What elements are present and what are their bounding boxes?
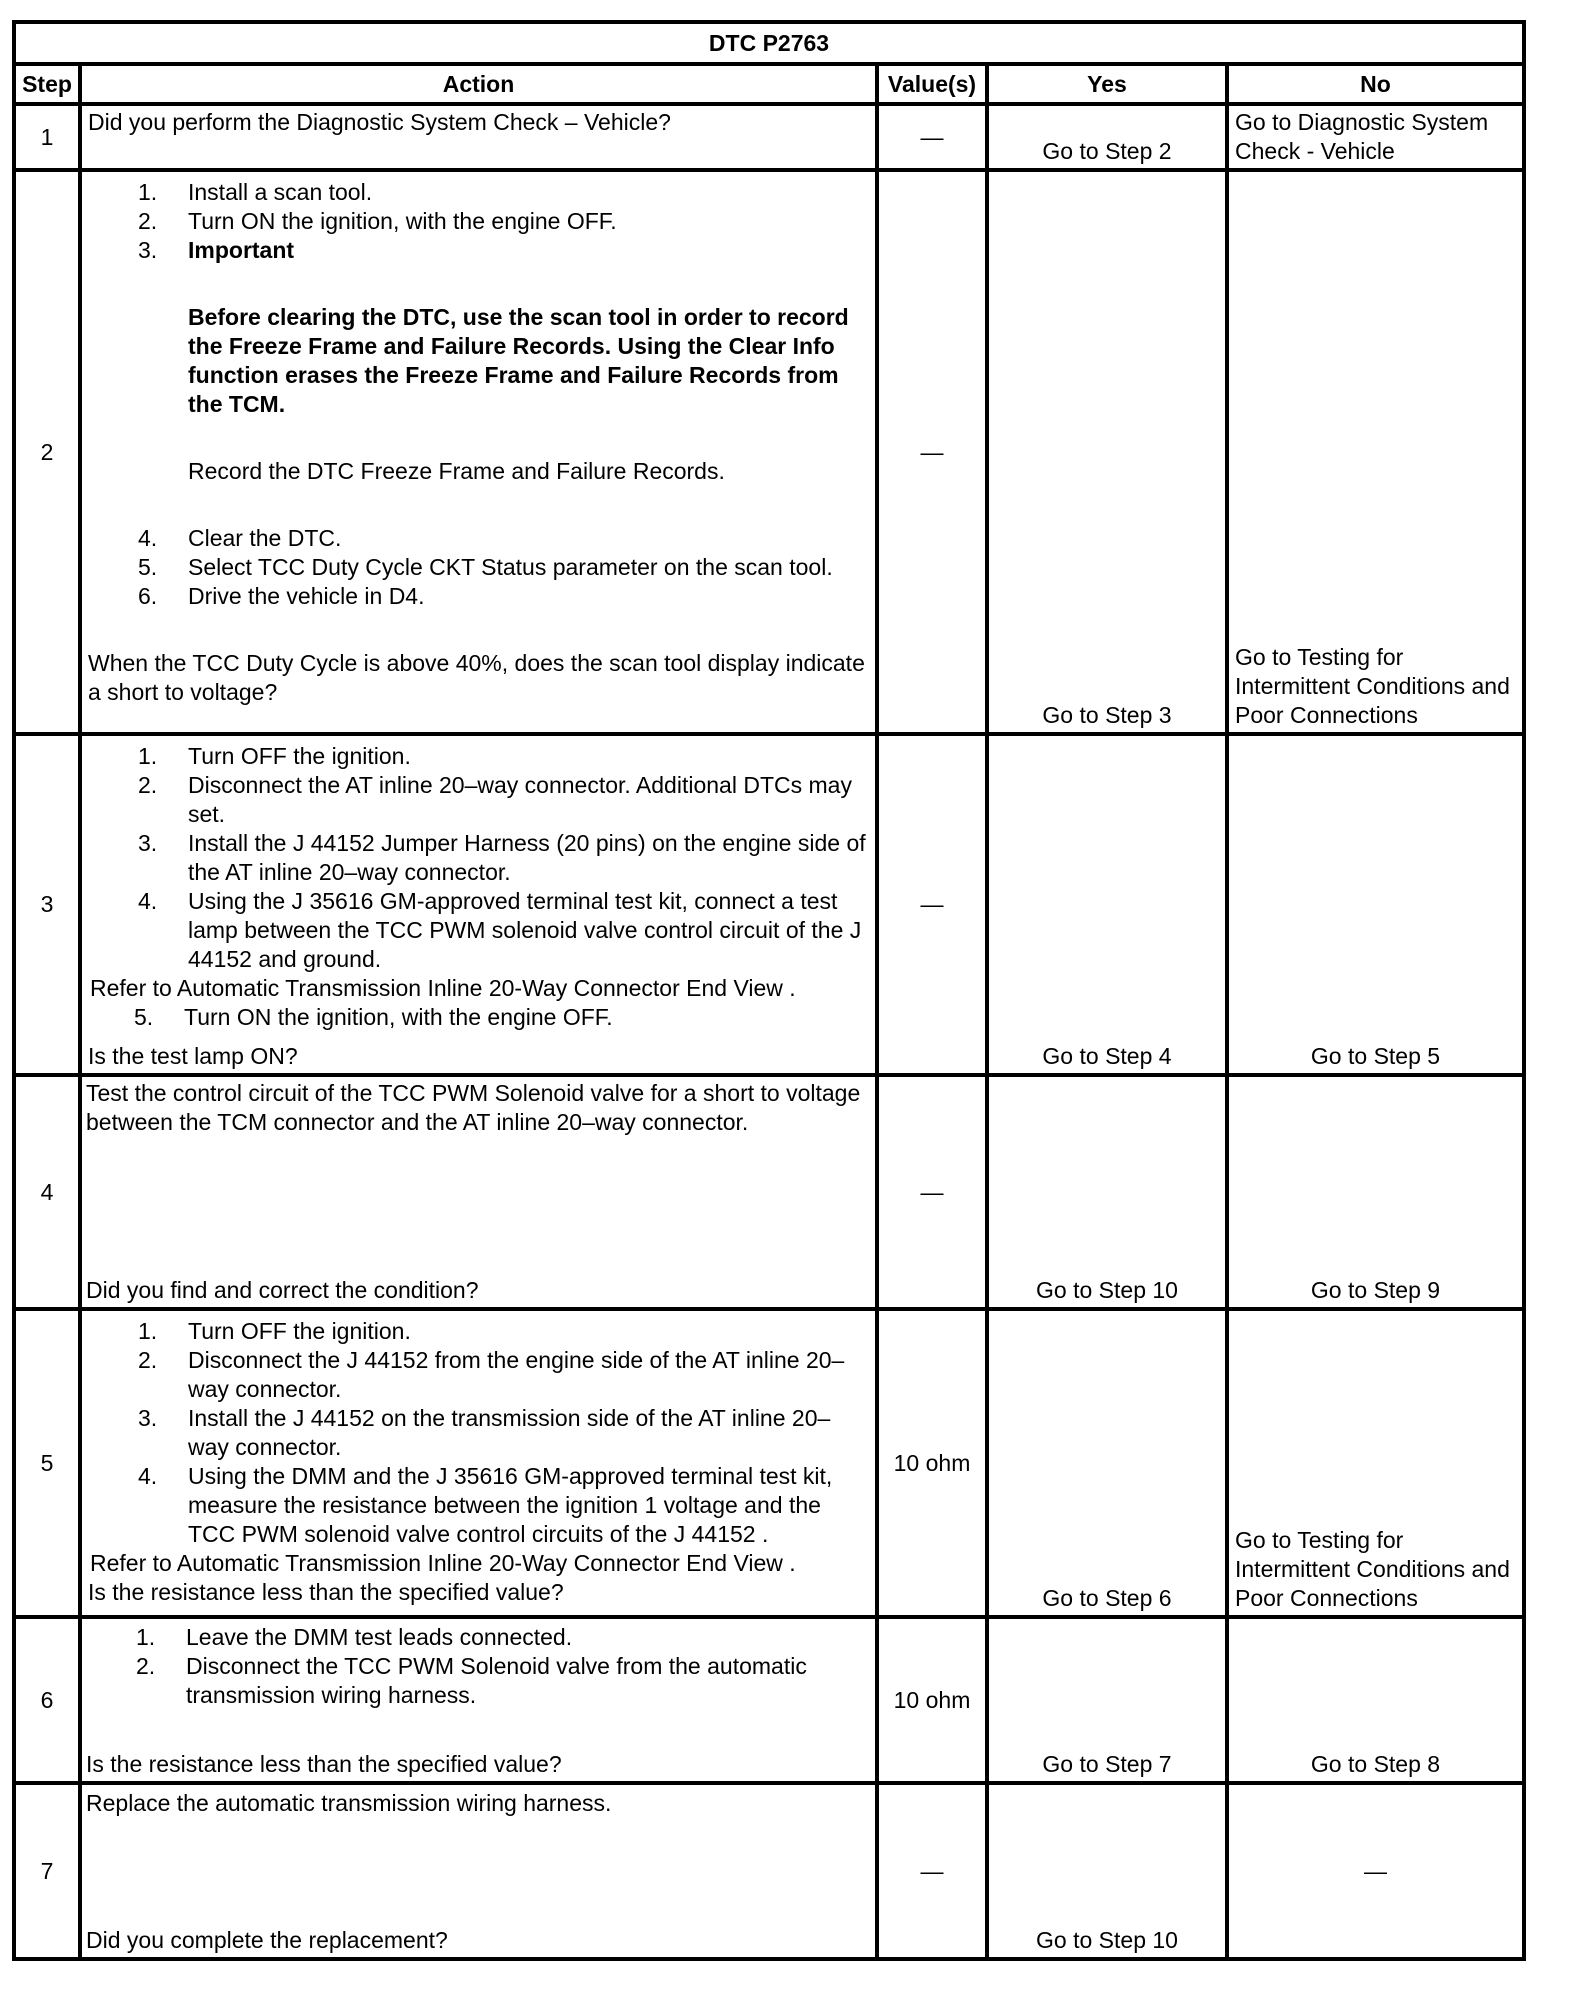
record-text: Record the DTC Freeze Frame and Failure Records.: [188, 458, 725, 484]
list-item: 4. Using the J 35616 GM-approved terminal test kit, connect a test lamp between the TCC PWM solenoid valve control circuit of the J 44152 and ground.: [138, 888, 862, 972]
action-question: Did you perform the Diagnostic System Check – Vehicle?: [88, 109, 671, 135]
action-cell: [80, 1309, 877, 1617]
list-item: 5. Turn ON the ignition, with the engine OFF.: [134, 1004, 613, 1030]
table-row: [14, 170, 1524, 734]
step-number: 1: [14, 104, 80, 170]
table-title: DTC P2763: [14, 22, 1524, 64]
list-item: 2. Turn ON the ignition, with the engine OFF.: [138, 208, 617, 234]
no-cell: Go to Step 9: [1227, 1075, 1524, 1309]
value-cell: 10 ohm: [877, 1309, 987, 1617]
yes-cell: Go to Step 10: [987, 1075, 1227, 1309]
no-cell: —: [1227, 1783, 1524, 1959]
action-question: Is the resistance less than the specified value?: [88, 1579, 564, 1605]
list-item: 1. Turn OFF the ignition.: [138, 1318, 411, 1344]
no-cell: Go to Testing for Intermittent Conditions and Poor Connections: [1227, 1309, 1524, 1617]
action-cell: [80, 1617, 877, 1783]
list-item: 1. Leave the DMM test leads connected.: [136, 1624, 573, 1650]
step-number: 2: [14, 170, 80, 734]
list-item: 1. Turn OFF the ignition.: [138, 743, 411, 769]
action-cell: [80, 104, 877, 170]
table-row: [14, 734, 1524, 1075]
dtc-table: [12, 20, 1526, 1961]
yes-cell: Go to Step 2: [987, 104, 1227, 170]
action-question: Did you complete the replacement?: [86, 1927, 448, 1953]
value-cell: 10 ohm: [877, 1617, 987, 1783]
list-item: 3. Install the J 44152 on the transmission side of the AT inline 20–way connector.: [138, 1405, 831, 1460]
no-cell: Go to Step 5: [1227, 734, 1524, 1075]
list-item: 6. Drive the vehicle in D4.: [138, 583, 425, 609]
step-number: 3: [14, 734, 80, 1075]
list-item: 2. Disconnect the TCC PWM Solenoid valve from the automatic transmission wiring harness.: [136, 1653, 807, 1708]
list-item: 4. Clear the DTC.: [138, 525, 342, 551]
action-question: When the TCC Duty Cycle is above 40%, does the scan tool display indicate a short to voltage?: [88, 650, 865, 705]
list-item: 2. Disconnect the AT inline 20–way connector. Additional DTCs may set.: [138, 772, 852, 827]
header-values: Value(s): [877, 64, 987, 104]
yes-cell: Go to Step 4: [987, 734, 1227, 1075]
important-note: Before clearing the DTC, use the scan tool in order to record the Freeze Frame and Failure Records. Using the Clear Info function erases the Freeze Frame and Failure Records from the TCM.: [188, 304, 849, 417]
action-cell: [80, 1075, 877, 1309]
title-row: [14, 22, 1524, 64]
action-cell: [80, 170, 877, 734]
refer-text: Refer to Automatic Transmission Inline 20-Way Connector End View .: [90, 1550, 796, 1576]
list-item: 3. Important: [138, 237, 295, 263]
action-question: Is the test lamp ON?: [88, 1043, 298, 1069]
no-cell: Go to Testing for Intermittent Conditions and Poor Connections: [1227, 170, 1524, 734]
header-no: No: [1227, 64, 1524, 104]
yes-cell: Go to Step 7: [987, 1617, 1227, 1783]
yes-cell: Go to Step 3: [987, 170, 1227, 734]
action-question: Is the resistance less than the specified value?: [86, 1751, 562, 1777]
action-text: Replace the automatic transmission wiring harness.: [86, 1790, 612, 1816]
step-number: 7: [14, 1783, 80, 1959]
value-cell: —: [877, 1783, 987, 1959]
step-number: 6: [14, 1617, 80, 1783]
step-number: 4: [14, 1075, 80, 1309]
table-row: [14, 1617, 1524, 1783]
refer-text: Refer to Automatic Transmission Inline 20-Way Connector End View .: [90, 975, 796, 1001]
list-item: 1. Install a scan tool.: [138, 179, 373, 205]
value-cell: —: [877, 1075, 987, 1309]
no-cell: Go to Step 8: [1227, 1617, 1524, 1783]
action-question: Did you find and correct the condition?: [86, 1277, 479, 1303]
action-cell: [80, 1783, 877, 1959]
header-yes: Yes: [987, 64, 1227, 104]
list-item: 5. Select TCC Duty Cycle CKT Status parameter on the scan tool.: [138, 554, 833, 580]
table-row: [14, 1075, 1524, 1309]
list-item: 2. Disconnect the J 44152 from the engine side of the AT inline 20–way connector.: [138, 1347, 845, 1402]
table-row: [14, 1783, 1524, 1959]
no-cell: Go to Diagnostic System Check - Vehicle: [1227, 104, 1524, 170]
action-text: Test the control circuit of the TCC PWM Solenoid valve for a short to voltage between the TCM connector and the AT inline 20–way connector.: [86, 1080, 861, 1135]
yes-cell: Go to Step 10: [987, 1783, 1227, 1959]
list-item: 4. Using the DMM and the J 35616 GM-approved terminal test kit, measure the resistance between the ignition 1 voltage and the TCC PWM solenoid valve control circuits of the J 44152 .: [138, 1463, 833, 1547]
header-action: Action: [80, 64, 877, 104]
value-cell: —: [877, 104, 987, 170]
value-cell: —: [877, 170, 987, 734]
action-cell: [80, 734, 877, 1075]
header-row: [14, 64, 1524, 104]
value-cell: —: [877, 734, 987, 1075]
list-item: 3. Install the J 44152 Jumper Harness (20 pins) on the engine side of the AT inline 20–way connector.: [138, 830, 866, 885]
table-row: [14, 104, 1524, 170]
header-step: Step: [14, 64, 80, 104]
table-row: [14, 1309, 1524, 1617]
step-number: 5: [14, 1309, 80, 1617]
yes-cell: Go to Step 6: [987, 1309, 1227, 1617]
